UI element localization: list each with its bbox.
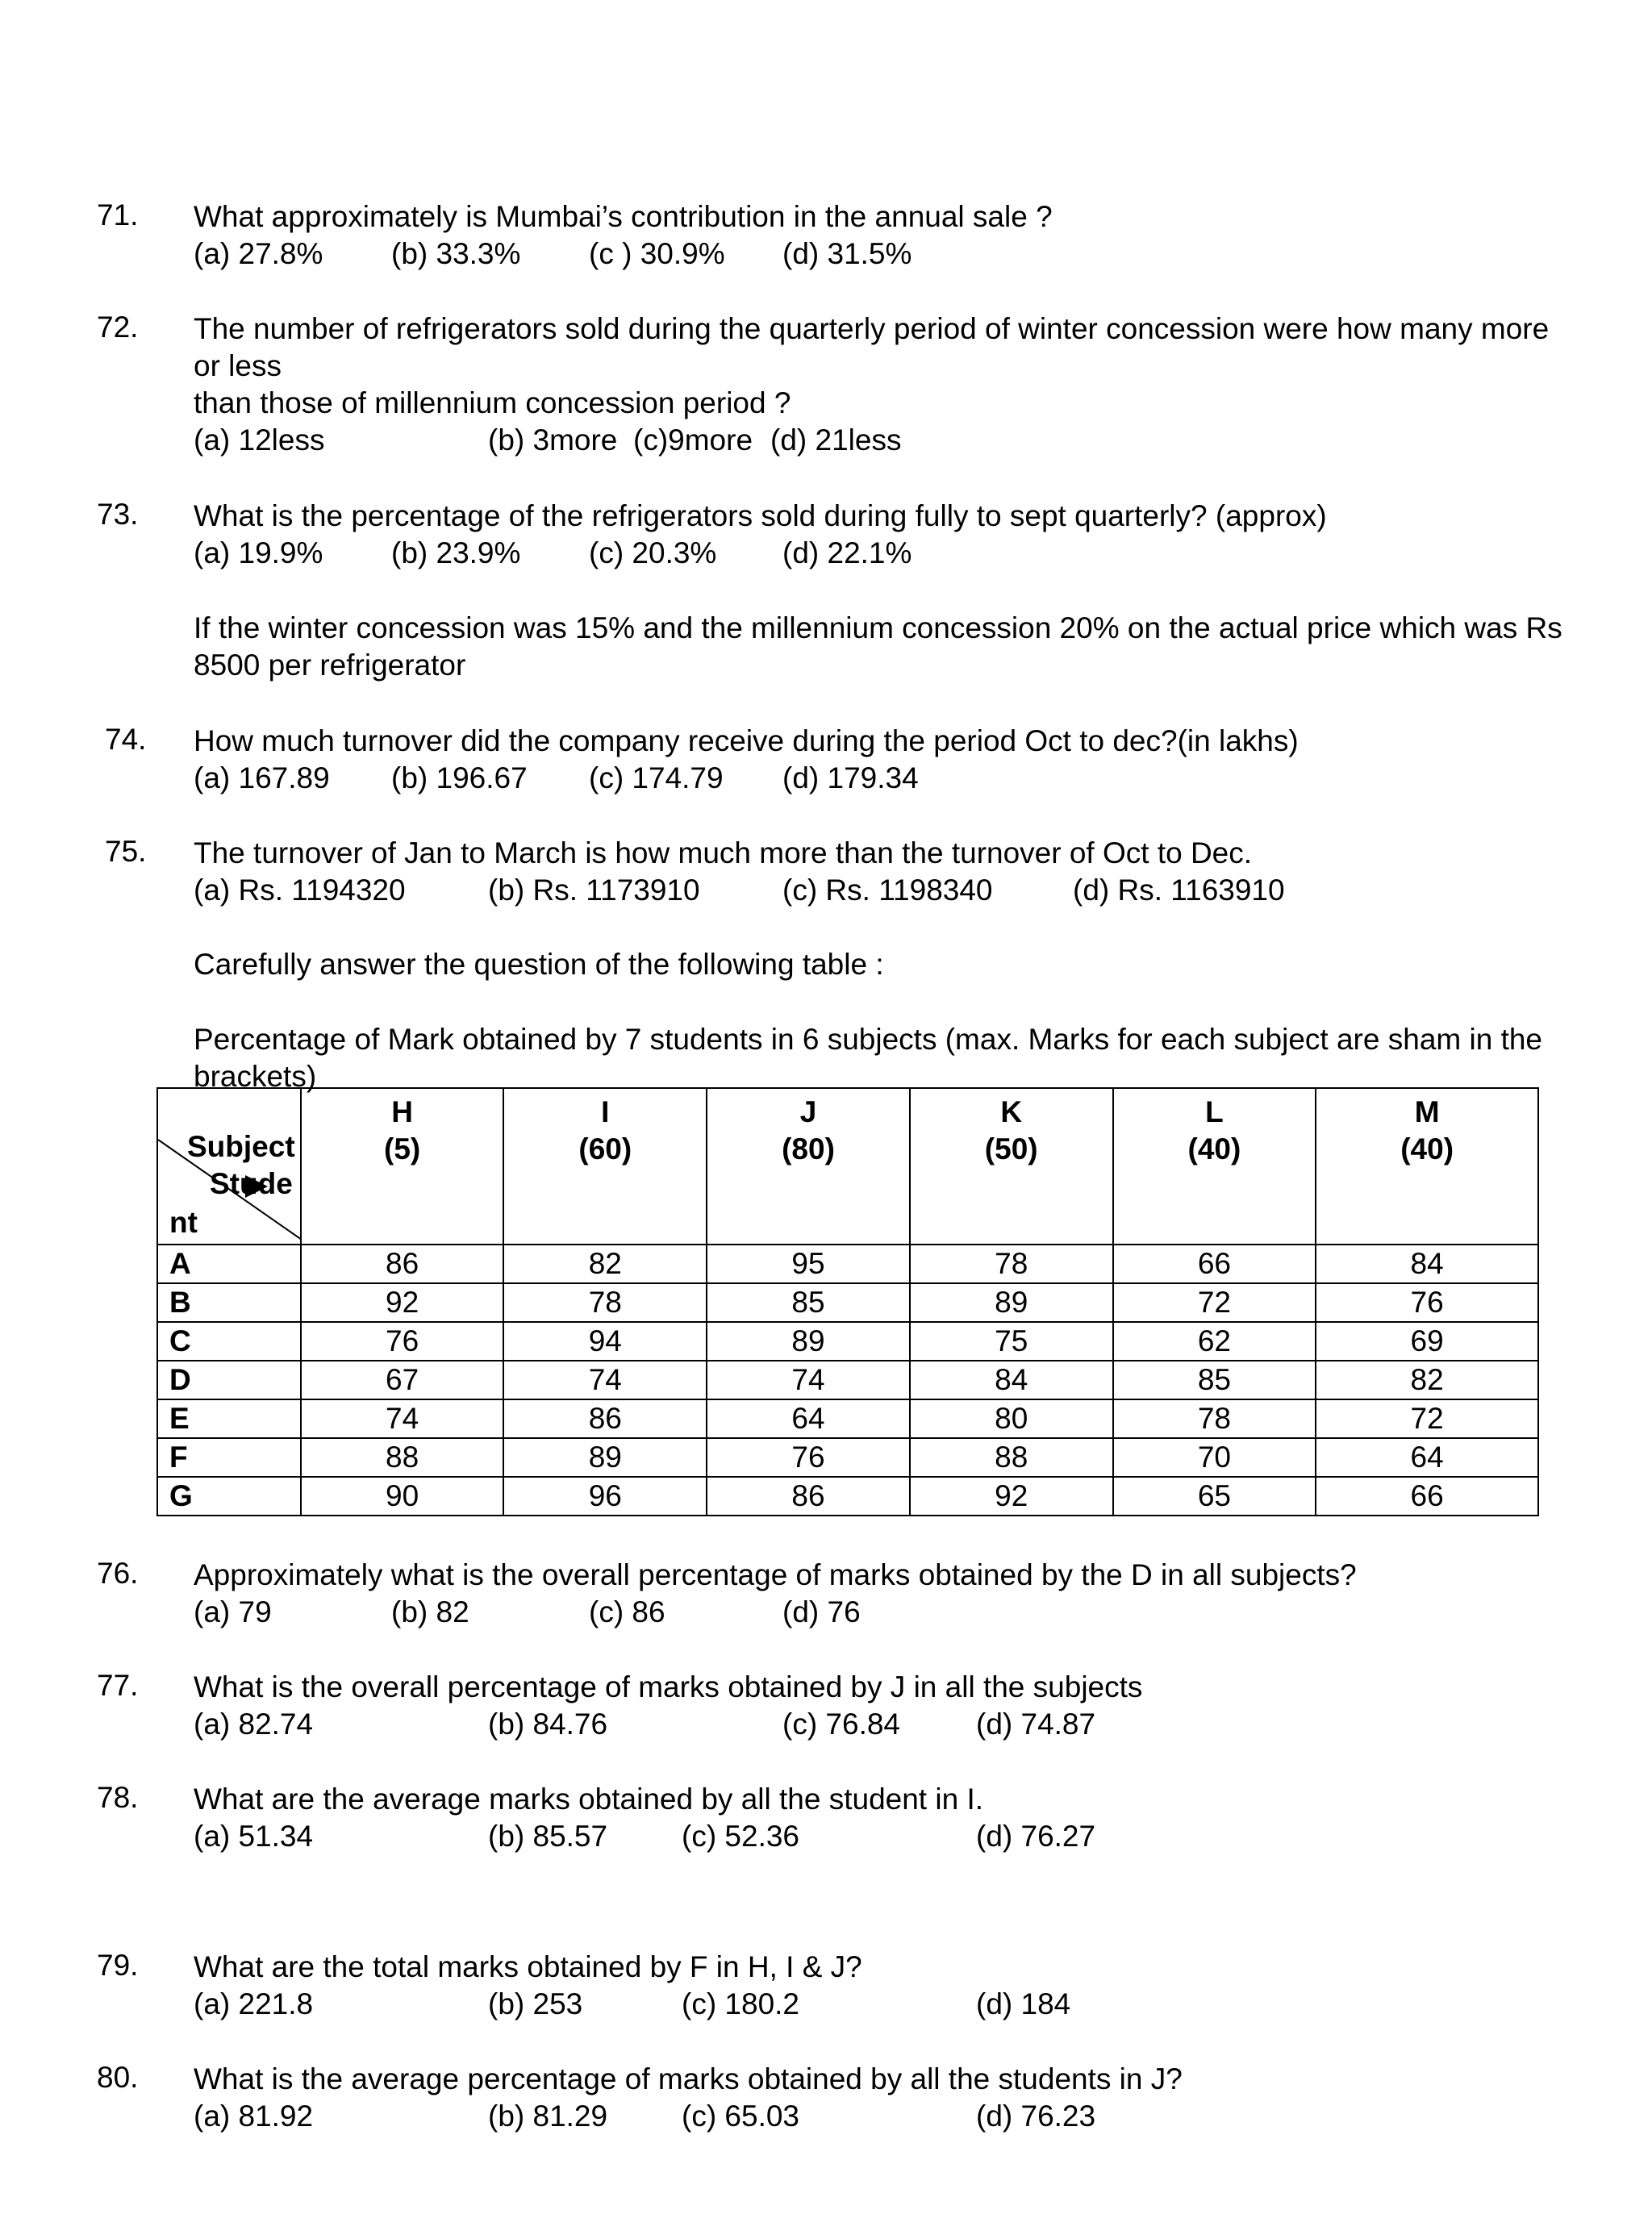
option-a: (a) 167.89: [194, 761, 330, 794]
column-header-k: [910, 1088, 1113, 1245]
option-d: (d) 31.5%: [782, 237, 912, 270]
option-c: (c)9more: [633, 423, 753, 457]
column-header-i: [503, 1088, 707, 1245]
option-a: (a) 81.92: [194, 2099, 314, 2133]
answer-options: [194, 236, 1565, 273]
option-c: (c) Rs. 1198340: [782, 874, 993, 907]
mark-cell: 64: [707, 1399, 910, 1438]
option-b: (b) 85.57: [488, 1820, 608, 1853]
student-label: G: [157, 1477, 301, 1516]
subject-name: K: [1000, 1095, 1023, 1128]
mark-cell: 65: [1113, 1477, 1316, 1516]
option-a: (a) 221.8: [194, 1987, 314, 2020]
paragraph-instruction: Carefully answer the question of the following table :: [194, 948, 884, 981]
question-text: What is the overall percentage of marks obtained by J in all the subjects: [194, 1670, 1143, 1703]
mark-cell: 78: [503, 1283, 707, 1322]
mark-cell: 96: [503, 1477, 707, 1516]
mark-cell: 92: [910, 1477, 1113, 1516]
corner-cell: [157, 1088, 301, 1245]
table-row: [157, 1477, 1538, 1516]
table-row: [157, 1399, 1538, 1438]
subject-name: L: [1205, 1095, 1224, 1128]
mark-cell: 82: [503, 1245, 707, 1283]
option-c: (c) 65.03: [682, 2099, 800, 2133]
answer-options: [194, 872, 1565, 909]
column-header-m: [1316, 1088, 1538, 1245]
mark-cell: 86: [301, 1245, 504, 1283]
subject-max-marks: (80): [782, 1132, 835, 1165]
option-a: (a) 12less: [194, 423, 325, 457]
question-body: [194, 1669, 1565, 1743]
mark-cell: 64: [1316, 1438, 1538, 1477]
mark-cell: 89: [910, 1283, 1113, 1322]
mark-cell: 67: [301, 1361, 504, 1399]
question-text: Approximately what is the overall percentage of marks obtained by the D in all subjects?: [194, 1558, 1357, 1591]
option-d: (d) 184: [976, 1987, 1071, 2020]
option-d: (d) 76: [782, 1595, 861, 1628]
student-label: F: [157, 1438, 301, 1477]
marks-table: [156, 1087, 1539, 1516]
corner-label-student-part1: Stude: [210, 1167, 293, 1200]
mark-cell: 76: [707, 1438, 910, 1477]
option-d: (d) 76.27: [976, 1820, 1096, 1853]
option-c: (c) 20.3%: [589, 536, 717, 569]
option-b: (b) 33.3%: [391, 237, 521, 270]
mark-cell: 72: [1113, 1283, 1316, 1322]
column-header-l: [1113, 1088, 1316, 1245]
question-number: 77.: [97, 1669, 139, 1702]
mark-cell: 80: [910, 1399, 1113, 1438]
question-text: What are the total marks obtained by F in H, I & J?: [194, 1950, 862, 1983]
option-b: (b) 196.67: [391, 761, 528, 794]
paragraph-concession: If the winter concession was 15% and the millennium concession 20% on the actual price which was Rs 8500 per refrigerator: [194, 611, 1562, 682]
option-b: (b) 3more: [488, 423, 618, 457]
table-row: [157, 1245, 1538, 1283]
student-label: D: [157, 1361, 301, 1399]
mark-cell: 88: [301, 1438, 504, 1477]
mark-cell: 95: [707, 1245, 910, 1283]
mark-cell: 78: [1113, 1399, 1316, 1438]
option-c: (c) 180.2: [682, 1987, 800, 2020]
table-row: [157, 1438, 1538, 1477]
question-number: 75.: [105, 835, 147, 868]
mark-cell: 76: [1316, 1283, 1538, 1322]
answer-options: [194, 760, 1565, 797]
question-body: [194, 1781, 1565, 1855]
mark-cell: 70: [1113, 1438, 1316, 1477]
question-body: [194, 498, 1565, 572]
subject-name: H: [391, 1095, 413, 1128]
option-d: (d) 22.1%: [782, 536, 912, 569]
mark-cell: 86: [503, 1399, 707, 1438]
answer-options: [194, 1706, 1565, 1743]
option-b: (b) Rs. 1173910: [488, 874, 700, 907]
answer-options: [194, 2098, 1565, 2135]
mark-cell: 78: [910, 1245, 1113, 1283]
mark-cell: 85: [707, 1283, 910, 1322]
option-a: (a) 79: [194, 1595, 272, 1628]
mark-cell: 74: [503, 1361, 707, 1399]
subject-name: M: [1414, 1095, 1440, 1128]
question-text: The number of refrigerators sold during the quarterly period of winter concession were how many more or less: [194, 312, 1550, 382]
answer-options: [194, 1986, 1565, 2023]
subject-max-marks: (40): [1400, 1132, 1454, 1165]
question-text: How much turnover did the company receive during the period Oct to dec?(in lakhs): [194, 724, 1299, 757]
mark-cell: 74: [301, 1399, 504, 1438]
option-b: (b) 81.29: [488, 2099, 608, 2133]
subject-max-marks: (60): [578, 1132, 632, 1165]
mark-cell: 82: [1316, 1361, 1538, 1399]
question-number: 73.: [97, 498, 139, 531]
question-number: 71.: [97, 198, 139, 231]
option-a: (a) 27.8%: [194, 237, 323, 270]
mark-cell: 92: [301, 1283, 504, 1322]
option-d: (d) 179.34: [782, 761, 919, 794]
mark-cell: 84: [1316, 1245, 1538, 1283]
mark-cell: 94: [503, 1322, 707, 1361]
mark-cell: 66: [1316, 1477, 1538, 1516]
column-header-j: [707, 1088, 910, 1245]
question-text: What is the average percentage of marks obtained by all the students in J?: [194, 2062, 1183, 2095]
student-label: A: [157, 1245, 301, 1283]
question-number: 72.: [97, 311, 139, 344]
mark-cell: 62: [1113, 1322, 1316, 1361]
subject-name: J: [799, 1095, 817, 1128]
mark-cell: 89: [707, 1322, 910, 1361]
option-a: (a) 82.74: [194, 1708, 314, 1741]
student-label: B: [157, 1283, 301, 1322]
option-c: (c ) 30.9%: [589, 237, 725, 270]
question-number: 79.: [97, 1949, 139, 1982]
table-header-row: [157, 1088, 1538, 1245]
option-a: (a) Rs. 1194320: [194, 874, 406, 907]
table-row: [157, 1283, 1538, 1322]
option-d: (d) 76.23: [976, 2099, 1096, 2133]
mark-cell: 72: [1316, 1399, 1538, 1438]
option-b: (b) 84.76: [488, 1708, 608, 1741]
option-b: (b) 82: [391, 1595, 469, 1628]
option-d: (d) Rs. 1163910: [1073, 874, 1285, 907]
subject-max-marks: (50): [984, 1132, 1038, 1165]
mark-cell: 89: [503, 1438, 707, 1477]
corner-label-student-part2: nt: [169, 1206, 198, 1239]
mark-cell: 69: [1316, 1322, 1538, 1361]
question-body: [194, 311, 1565, 459]
option-a: (a) 19.9%: [194, 536, 323, 569]
answer-options: [194, 422, 1565, 459]
question-body: [194, 1949, 1565, 2023]
question-text: What approximately is Mumbai’s contribution in the annual sale ?: [194, 200, 1053, 233]
question-body: [194, 198, 1565, 273]
option-d: (d) 74.87: [976, 1708, 1096, 1741]
option-b: (b) 253: [488, 1987, 583, 2020]
mark-cell: 86: [707, 1477, 910, 1516]
answer-options: [194, 535, 1565, 572]
question-number: 74.: [105, 723, 147, 756]
option-c: (c) 174.79: [589, 761, 724, 794]
student-label: E: [157, 1399, 301, 1438]
mark-cell: 66: [1113, 1245, 1316, 1283]
mark-cell: 90: [301, 1477, 504, 1516]
answer-options: [194, 1594, 1565, 1631]
mark-cell: 85: [1113, 1361, 1316, 1399]
paragraph-table-caption: Percentage of Mark obtained by 7 students in 6 subjects (max. Marks for each subject are sham in the brackets): [194, 1023, 1543, 1093]
question-number: 80.: [97, 2061, 139, 2094]
question-body: [194, 1557, 1565, 1631]
mark-cell: 76: [301, 1322, 504, 1361]
question-body: [194, 2061, 1565, 2135]
question-body: [194, 835, 1565, 909]
option-c: (c) 52.36: [682, 1820, 800, 1853]
table-row: [157, 1322, 1538, 1361]
subject-name: I: [601, 1095, 610, 1128]
mark-cell: 88: [910, 1438, 1113, 1477]
question-text: than those of millennium concession period ?: [194, 386, 791, 419]
option-c: (c) 76.84: [782, 1708, 901, 1741]
student-label: C: [157, 1322, 301, 1361]
option-a: (a) 51.34: [194, 1820, 314, 1853]
table-row: [157, 1361, 1538, 1399]
column-header-h: [301, 1088, 504, 1245]
question-text: The turnover of Jan to March is how much more than the turnover of Oct to Dec.: [194, 836, 1253, 869]
answer-options: [194, 1818, 1565, 1855]
question-number: 78.: [97, 1781, 139, 1814]
mark-cell: 75: [910, 1322, 1113, 1361]
mark-cell: 74: [707, 1361, 910, 1399]
question-body: [194, 723, 1565, 797]
option-c: (c) 86: [589, 1595, 665, 1628]
question-text: What is the percentage of the refrigerators sold during fully to sept quarterly? (approx): [194, 499, 1327, 532]
question-text: What are the average marks obtained by all the student in I.: [194, 1783, 984, 1816]
mark-cell: 84: [910, 1361, 1113, 1399]
corner-label-subject: Subject: [187, 1130, 295, 1163]
option-b: (b) 23.9%: [391, 536, 521, 569]
subject-max-marks: (5): [384, 1132, 421, 1165]
question-number: 76.: [97, 1557, 139, 1590]
option-d: (d) 21less: [770, 423, 902, 457]
subject-max-marks: (40): [1187, 1132, 1241, 1165]
